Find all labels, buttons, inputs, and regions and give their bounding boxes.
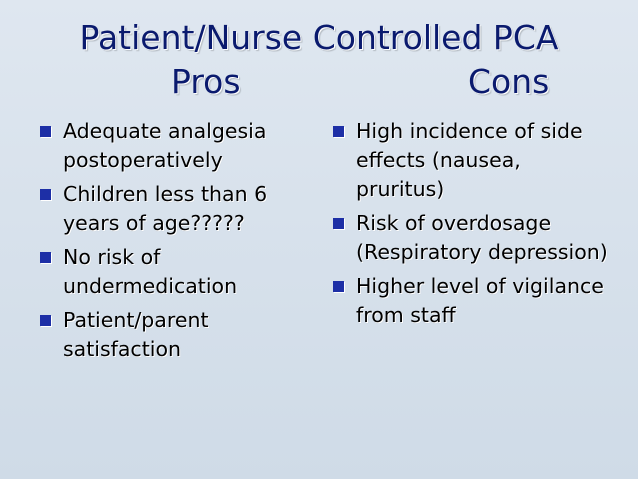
list-item	[40, 180, 295, 238]
square-bullet-icon	[333, 281, 344, 292]
square-bullet-icon	[333, 126, 344, 137]
cons-item-text: Higher level of vigilance from staff	[356, 274, 604, 327]
square-bullet-icon	[40, 252, 51, 263]
cons-list	[333, 117, 613, 335]
slide-title: Patient/Nurse Controlled PCA	[79, 18, 559, 57]
column-headings	[0, 62, 638, 102]
list-item	[40, 243, 295, 301]
square-bullet-icon	[40, 126, 51, 137]
list-item	[40, 117, 295, 175]
list-item	[333, 117, 613, 204]
pros-item-text: Adequate analgesia postoperatively	[63, 119, 267, 172]
pros-list	[40, 117, 295, 369]
pros-item-text: Children less than 6 years of age?????	[63, 182, 268, 235]
list-item	[333, 272, 613, 330]
square-bullet-icon	[40, 315, 51, 326]
pros-item-text: No risk of undermedication	[63, 245, 238, 298]
square-bullet-icon	[333, 218, 344, 229]
cons-item-text: Risk of overdosage (Respiratory depression)	[356, 211, 608, 264]
list-item	[333, 209, 613, 267]
pros-item-text: Patient/parent satisfaction	[63, 308, 209, 361]
square-bullet-icon	[40, 189, 51, 200]
list-item	[40, 306, 295, 364]
cons-heading: Cons	[468, 62, 550, 101]
pros-heading: Pros	[171, 62, 241, 101]
cons-item-text: High incidence of side effects (nausea, pruritus)	[356, 119, 583, 201]
